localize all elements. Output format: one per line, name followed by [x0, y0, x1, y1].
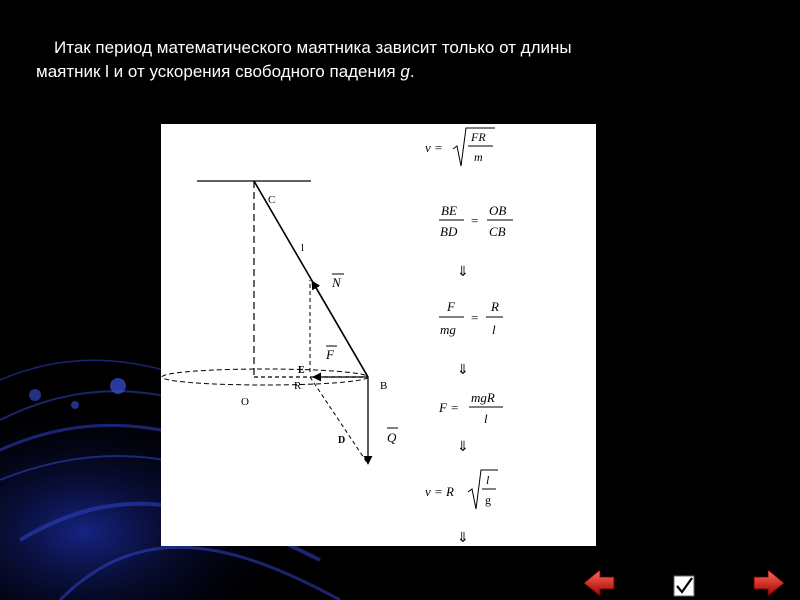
length-l-label: l: [301, 242, 305, 254]
formula-3-right-den: l: [492, 322, 496, 337]
pendulum-figure-panel: [161, 124, 596, 546]
vector-n-label: N: [332, 275, 341, 290]
heading-line-2: [36, 60, 736, 84]
slide-heading: [36, 36, 736, 84]
heading-line-2-text: маятник l и от ускорения свободного падения: [36, 62, 401, 81]
formula-force-ratio: [439, 299, 503, 337]
point-c-label: C: [268, 194, 276, 206]
formula-2-left-den: BD: [440, 224, 458, 239]
vector-n-arrow: [312, 281, 368, 377]
point-e-label: E: [298, 365, 305, 376]
implies-arrow-2: ⇓: [457, 363, 469, 378]
heading-period: .: [409, 62, 415, 81]
diagonal-dashed-line: [310, 377, 368, 464]
point-d-label: D: [338, 435, 346, 446]
implies-arrow-4: ⇓: [457, 531, 469, 546]
formula-3-left-num: F: [447, 299, 455, 314]
formula-3-equals: =: [471, 310, 479, 325]
vector-f-label: F: [326, 347, 334, 362]
point-r-label: R: [294, 380, 302, 392]
heading-g-symbol: g: [400, 62, 410, 81]
formula-5-denominator: g: [485, 493, 491, 507]
formula-3-left-den: mg: [440, 322, 456, 337]
point-b-label: B: [380, 380, 388, 392]
formula-similar-triangles: [439, 203, 513, 239]
point-o-label: O: [241, 396, 249, 408]
heading-line-1: [36, 36, 736, 60]
back-arrow-icon[interactable]: [582, 568, 616, 598]
formula-2-right-num: OB: [489, 203, 507, 218]
formula-velocity-sqrt: [425, 128, 495, 166]
heading-line-1-text: Итак период математического маятника зависит только от длины: [54, 38, 572, 57]
formula-2-equals: =: [471, 213, 479, 228]
formula-force: [438, 390, 503, 426]
formula-1-lhs: ν =: [425, 140, 443, 155]
formula-1-denominator: m: [474, 150, 483, 164]
formula-2-right-den: CB: [489, 224, 506, 239]
formula-5-numerator: l: [486, 473, 490, 487]
formula-velocity-final: [425, 470, 498, 509]
formula-1-numerator: FR: [471, 130, 486, 144]
forward-arrow-icon[interactable]: [752, 568, 786, 598]
formula-2-left-num: BE: [441, 203, 457, 218]
implies-arrow-1: ⇓: [457, 265, 469, 280]
vector-q-label: Q: [387, 430, 397, 445]
formula-4-lhs: F =: [439, 400, 459, 415]
pendulum-diagram: [161, 124, 596, 546]
formula-4-denominator: l: [484, 411, 488, 426]
formula-3-right-num: R: [491, 299, 499, 314]
formula-4-numerator: mgR: [471, 390, 495, 405]
implies-arrow-3: ⇓: [457, 440, 469, 455]
formula-5-lhs: ν = R: [425, 484, 454, 499]
checkmark-icon[interactable]: [673, 575, 695, 597]
